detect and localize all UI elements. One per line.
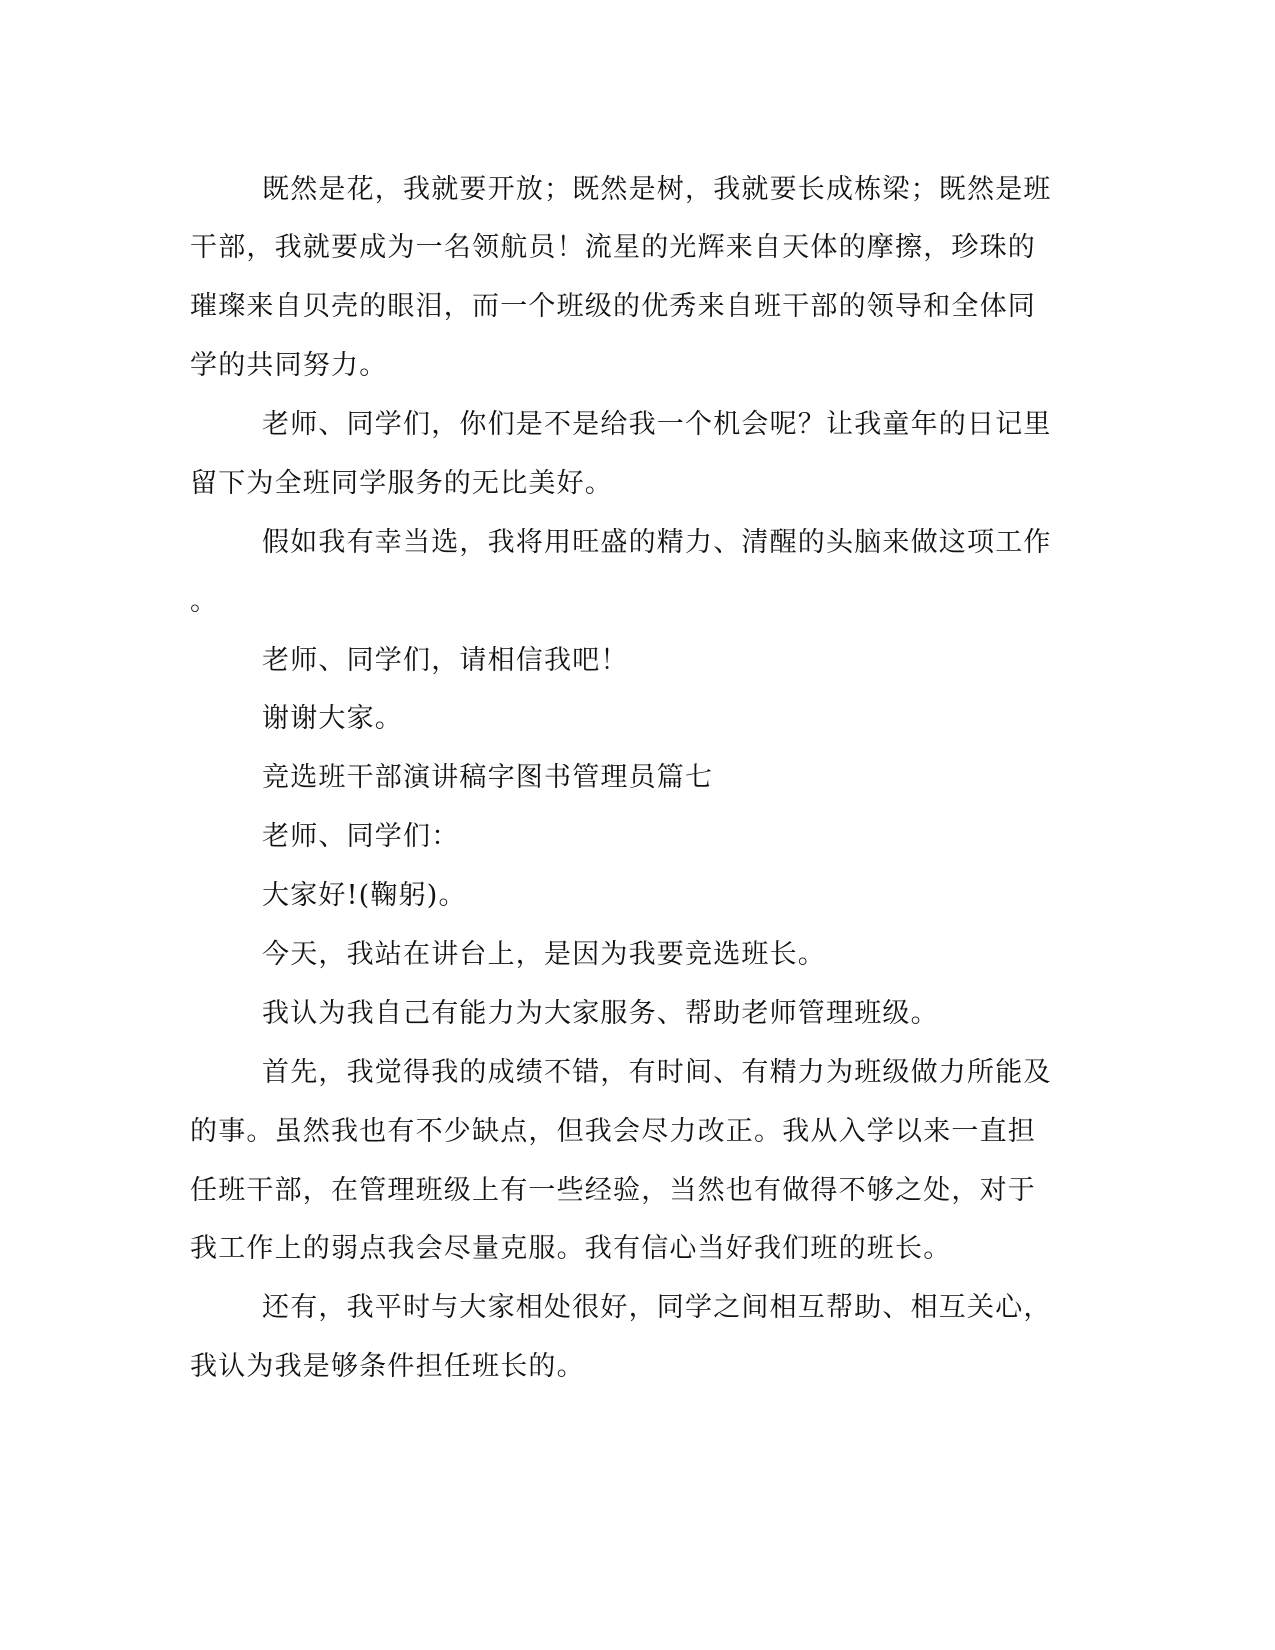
text-line: 干部，我就要成为一名领航员！流星的光辉来自天体的摩擦，珍珠的: [190, 232, 1036, 263]
text-line: 首先，我觉得我的成绩不错，有时间、有精力为班级做力所能及: [262, 1057, 1052, 1088]
text-line: 既然是花，我就要开放；既然是树，我就要长成栋梁；既然是班: [262, 174, 1052, 205]
text-line: 假如我有幸当选，我将用旺盛的精力、清醒的头脑来做这项工作: [262, 527, 1052, 558]
text-line: 老师、同学们，你们是不是给我一个机会呢？让我童年的日记里: [262, 409, 1052, 440]
text-line: 。: [190, 586, 219, 617]
text-line: 今天，我站在讲台上，是因为我要竞选班长。: [262, 939, 826, 970]
text-line: 留下为全班同学服务的无比美好。: [190, 468, 613, 499]
salutation: 老师、同学们：: [262, 821, 460, 852]
text-line: 的事。虽然我也有不少缺点，但我会尽力改正。我从入学以来一直担: [190, 1116, 1036, 1147]
text-line: 大家好!(鞠躬)。: [262, 880, 467, 911]
text-line: 璀璨来自贝壳的眼泪，而一个班级的优秀来自班干部的领导和全体同: [190, 291, 1036, 322]
text-line: 谢谢大家。: [262, 703, 403, 734]
text-line: 任班干部，在管理班级上有一些经验，当然也有做得不够之处，对于: [190, 1175, 1036, 1206]
text-line: 我认为我是够条件担任班长的。: [190, 1351, 585, 1382]
text-line: 老师、同学们，请相信我吧！: [262, 645, 629, 676]
section-heading: 竞选班干部演讲稿字图书管理员篇七: [262, 762, 714, 793]
text-line: 还有，我平时与大家相处很好，同学之间相互帮助、相互关心，: [262, 1292, 1052, 1323]
text-line: 我工作上的弱点我会尽量克服。我有信心当好我们班的班长。: [190, 1233, 952, 1264]
text-line: 我认为我自己有能力为大家服务、帮助老师管理班级。: [262, 998, 939, 1029]
text-line: 学的共同努力。: [190, 350, 388, 381]
